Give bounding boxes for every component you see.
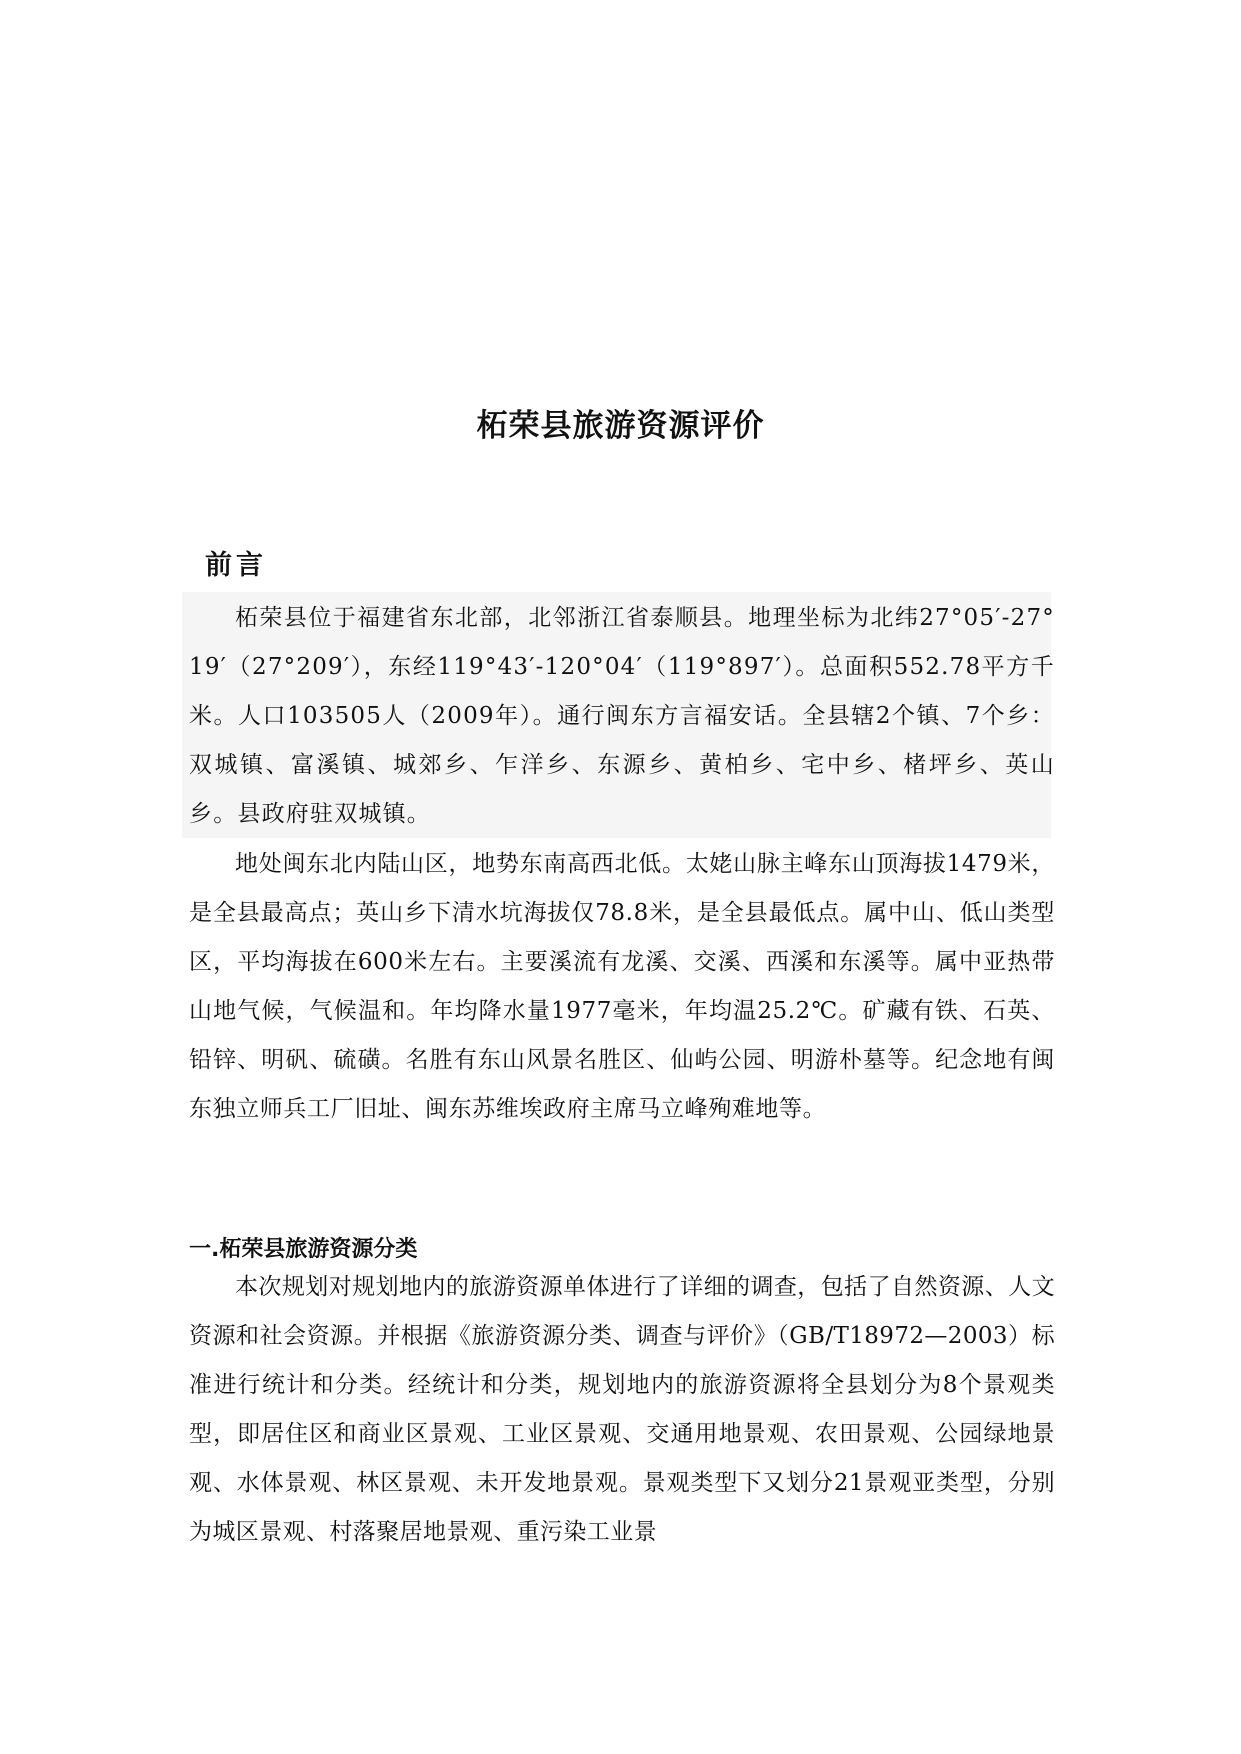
preface-heading: 前言 (205, 550, 267, 581)
section-1-heading: 一.柘荣县旅游资源分类 (189, 1237, 418, 1262)
preface-paragraph-1: 柘荣县位于福建省东北部，北邻浙江省泰顺县。地理坐标为北纬27°05′-27°19′（27°209′），东经119°43′-120°04′（119°897′）。总面积552.78平方千米。人口103505人（2009年）。通行闽东方言福安话。全县辖2个镇、7个乡：双城镇、富溪镇、城郊乡、乍洋乡、东源乡、黄柏乡、宅中乡、楮坪乡、英山乡。县政府驻双城镇。 (189, 605, 1055, 827)
preface-paragraph-2: 地处闽东北内陆山区，地势东南高西北低。太姥山脉主峰东山顶海拔1479米，是全县最高点；英山乡下清水坑海拔仅78.8米，是全县最低点。属中山、低山类型区，平均海拔在600米左右。主要溪流有龙溪、交溪、西溪和东溪等。属中亚热带山地气候，气候温和。年均降水量1977毫米，年均温25.2℃。矿藏有铁、石英、铅锌、明矾、硫磺。名胜有东山风景名胜区、仙屿公园、明游朴墓等。纪念地有闽东独立师兵工厂旧址、闽东苏维埃政府主席马立峰殉难地等。 (189, 851, 1055, 1122)
section-1-paragraph: 本次规划对规划地内的旅游资源单体进行了详细的调查，包括了自然资源、人文资源和社会资源。并根据《旅游资源分类、调查与评价》（GB/T18972—2003）标准进行统计和分类。经统计和分类，规划地内的旅游资源将全县划分为8个景观类型，即居住区和商业区景观、工业区景观、交通用地景观、农田景观、公园绿地景观、水体景观、林区景观、未开发地景观。景观类型下又划分21景观亚类型，分别为城区景观、村落聚居地景观、重污染工业景 (189, 1274, 1055, 1545)
page-title: 柘荣县旅游资源评价 (476, 408, 765, 444)
